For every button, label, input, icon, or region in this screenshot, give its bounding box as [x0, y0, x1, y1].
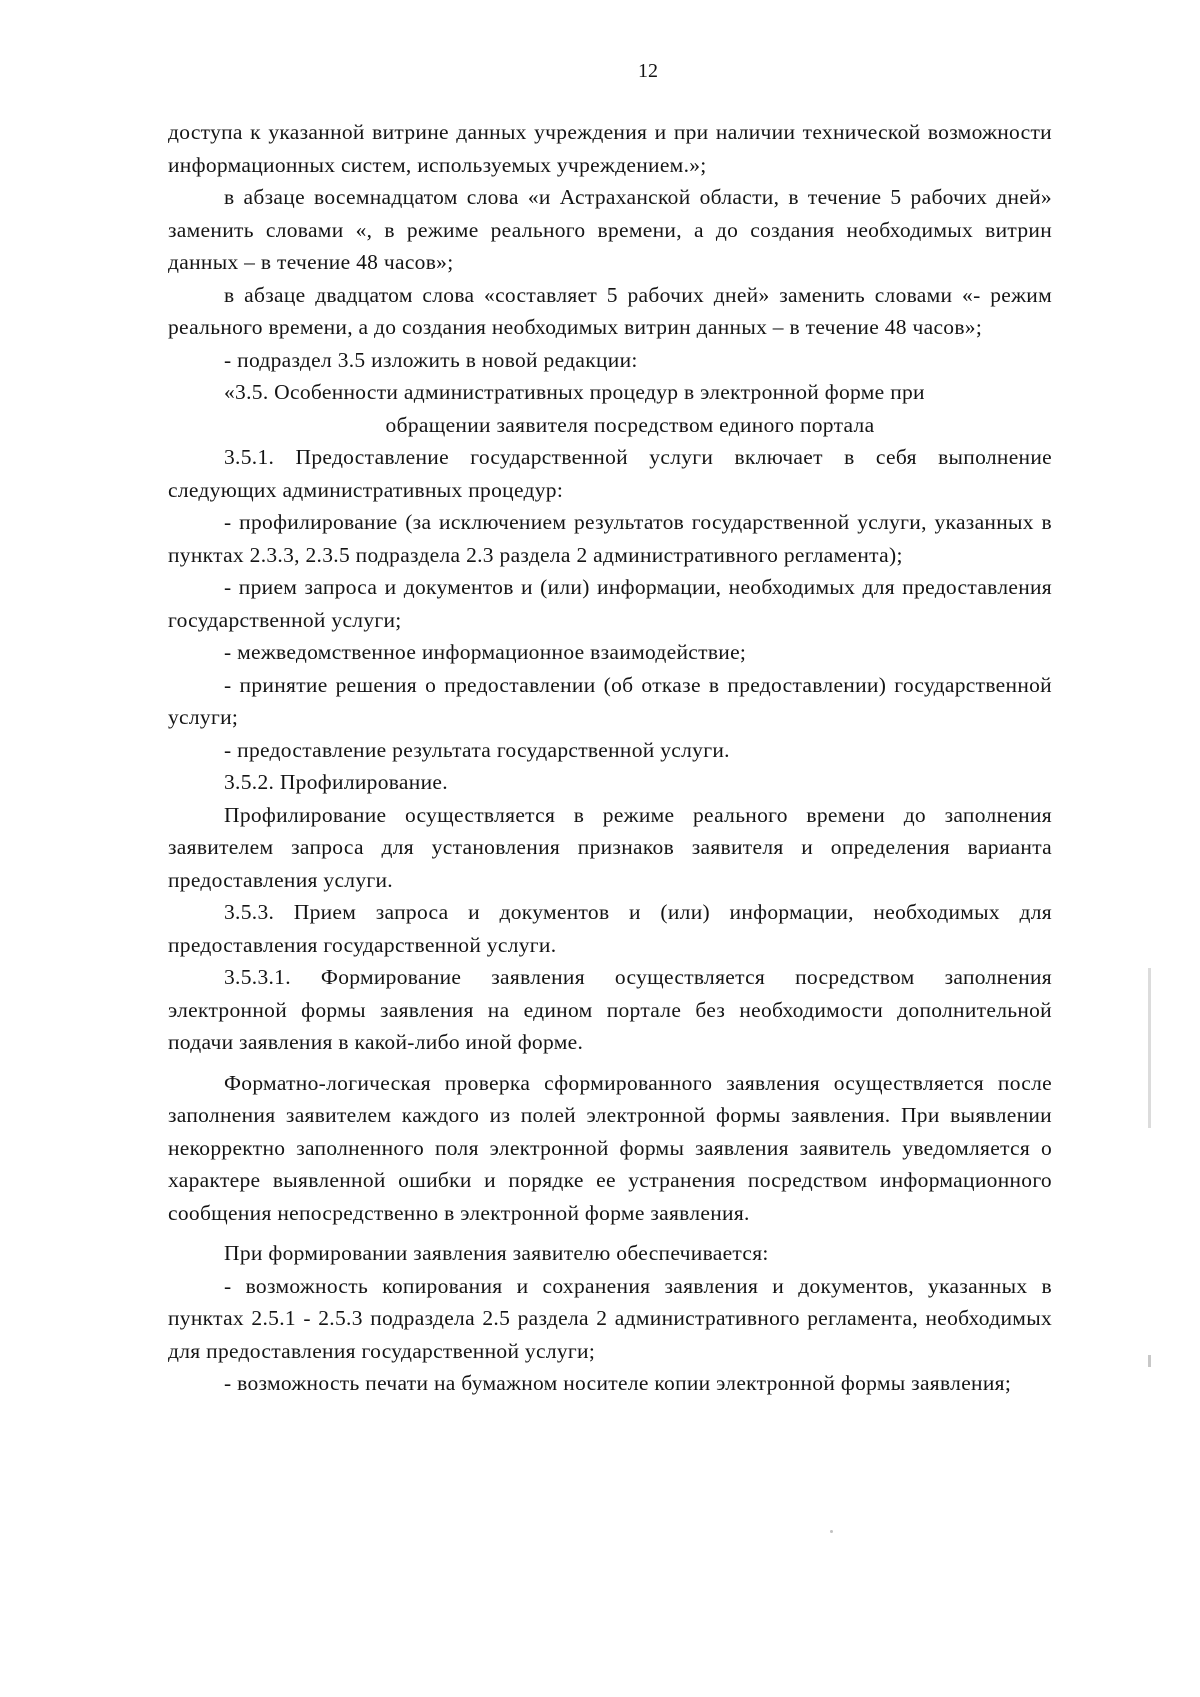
paragraph-continuation: доступа к указанной витрине данных учреждения и при наличии технической возможности информационных систем, используемых учреждением.»; — [168, 120, 1052, 177]
page-number: 12 — [638, 60, 658, 82]
list-item-request-intake: - прием запроса и документов и (или) информации, необходимых для предоставления государственной услуги; — [168, 575, 1052, 632]
paragraph-format-check: Форматно-логическая проверка сформированного заявления осуществляется после заполнения заявителем каждого из полей электронной формы заявления. При выявлении некорректно заполненного поля электронной формы заявления заявитель уведомляется о характере выявленной ошибки и порядке ее устранения посредством информационного сообщения непосредственно в электронной форме заявления. — [168, 1070, 1052, 1225]
scan-artifact — [830, 1530, 833, 1533]
paragraph-subsection-instruction: - подраздел 3.5 изложить в новой редакции: — [224, 347, 638, 372]
list-item-print: - возможность печати на бумажном носителе копии электронной формы заявления; — [224, 1371, 1012, 1395]
paragraph-abzac-18: в абзаце восемнадцатом слова «и Астраханской области, в течение 5 рабочих дней» заменить словами «, в режиме реального времени, а до создания необходимых витрин данных – в течение 48 часов»; — [168, 185, 1052, 274]
list-item-result: - предоставление результата государственной услуги. — [224, 737, 730, 762]
paragraph-application-provides: При формировании заявления заявителю обеспечивается: — [224, 1241, 769, 1265]
scan-artifact — [1148, 1355, 1151, 1367]
list-item-copy-save: - возможность копирования и сохранения заявления и документов, указанных в пунктах 2.5.1 - 2.5.3 подраздела 2.5 раздела 2 административного регламента, необходимых для предоставления государственной услуги; — [168, 1273, 1052, 1363]
section-heading-line-2: обращении заявителя посредством единого портала — [385, 412, 875, 437]
document-body — [168, 116, 1052, 1400]
paragraph-profiling-description: Профилирование осуществляется в режиме реального времени до заполнения заявителем запроса для установления признаков заявителя и определения варианта предоставления услуги. — [168, 802, 1052, 892]
paragraph-3-5-3-1: 3.5.3.1. Формирование заявления осуществляется посредством заполнения электронной формы заявления на едином портале без необходимости дополнительной подачи заявления в какой-либо иной форме. — [168, 965, 1052, 1054]
paragraph-3-5-1: 3.5.1. Предоставление государственной услуги включает в себя выполнение следующих административных процедур: — [168, 445, 1052, 502]
paragraph-abzac-20: в абзаце двадцатом слова «составляет 5 рабочих дней» заменить словами «- режим реального времени, а до создания необходимых витрин данных – в течение 48 часов»; — [168, 282, 1052, 339]
scan-artifact — [1148, 968, 1151, 1128]
list-item-decision: - принятие решения о предоставлении (об отказе в предоставлении) государственной услуги; — [168, 672, 1052, 729]
list-item-profiling: - профилирование (за исключением результатов государственной услуги, указанных в пунктах 2.3.3, 2.3.5 подраздела 2.3 раздела 2 административного регламента); — [168, 510, 1052, 567]
list-item-interagency: - межведомственное информационное взаимодействие; — [224, 640, 747, 664]
section-heading-line-1: «3.5. Особенности административных процедур в электронной форме при — [224, 380, 925, 404]
paragraph-3-5-3: 3.5.3. Прием запроса и документов и (или) информации, необходимых для предоставления государственной услуги. — [168, 900, 1052, 957]
paragraph-3-5-2: 3.5.2. Профилирование. — [224, 770, 448, 794]
